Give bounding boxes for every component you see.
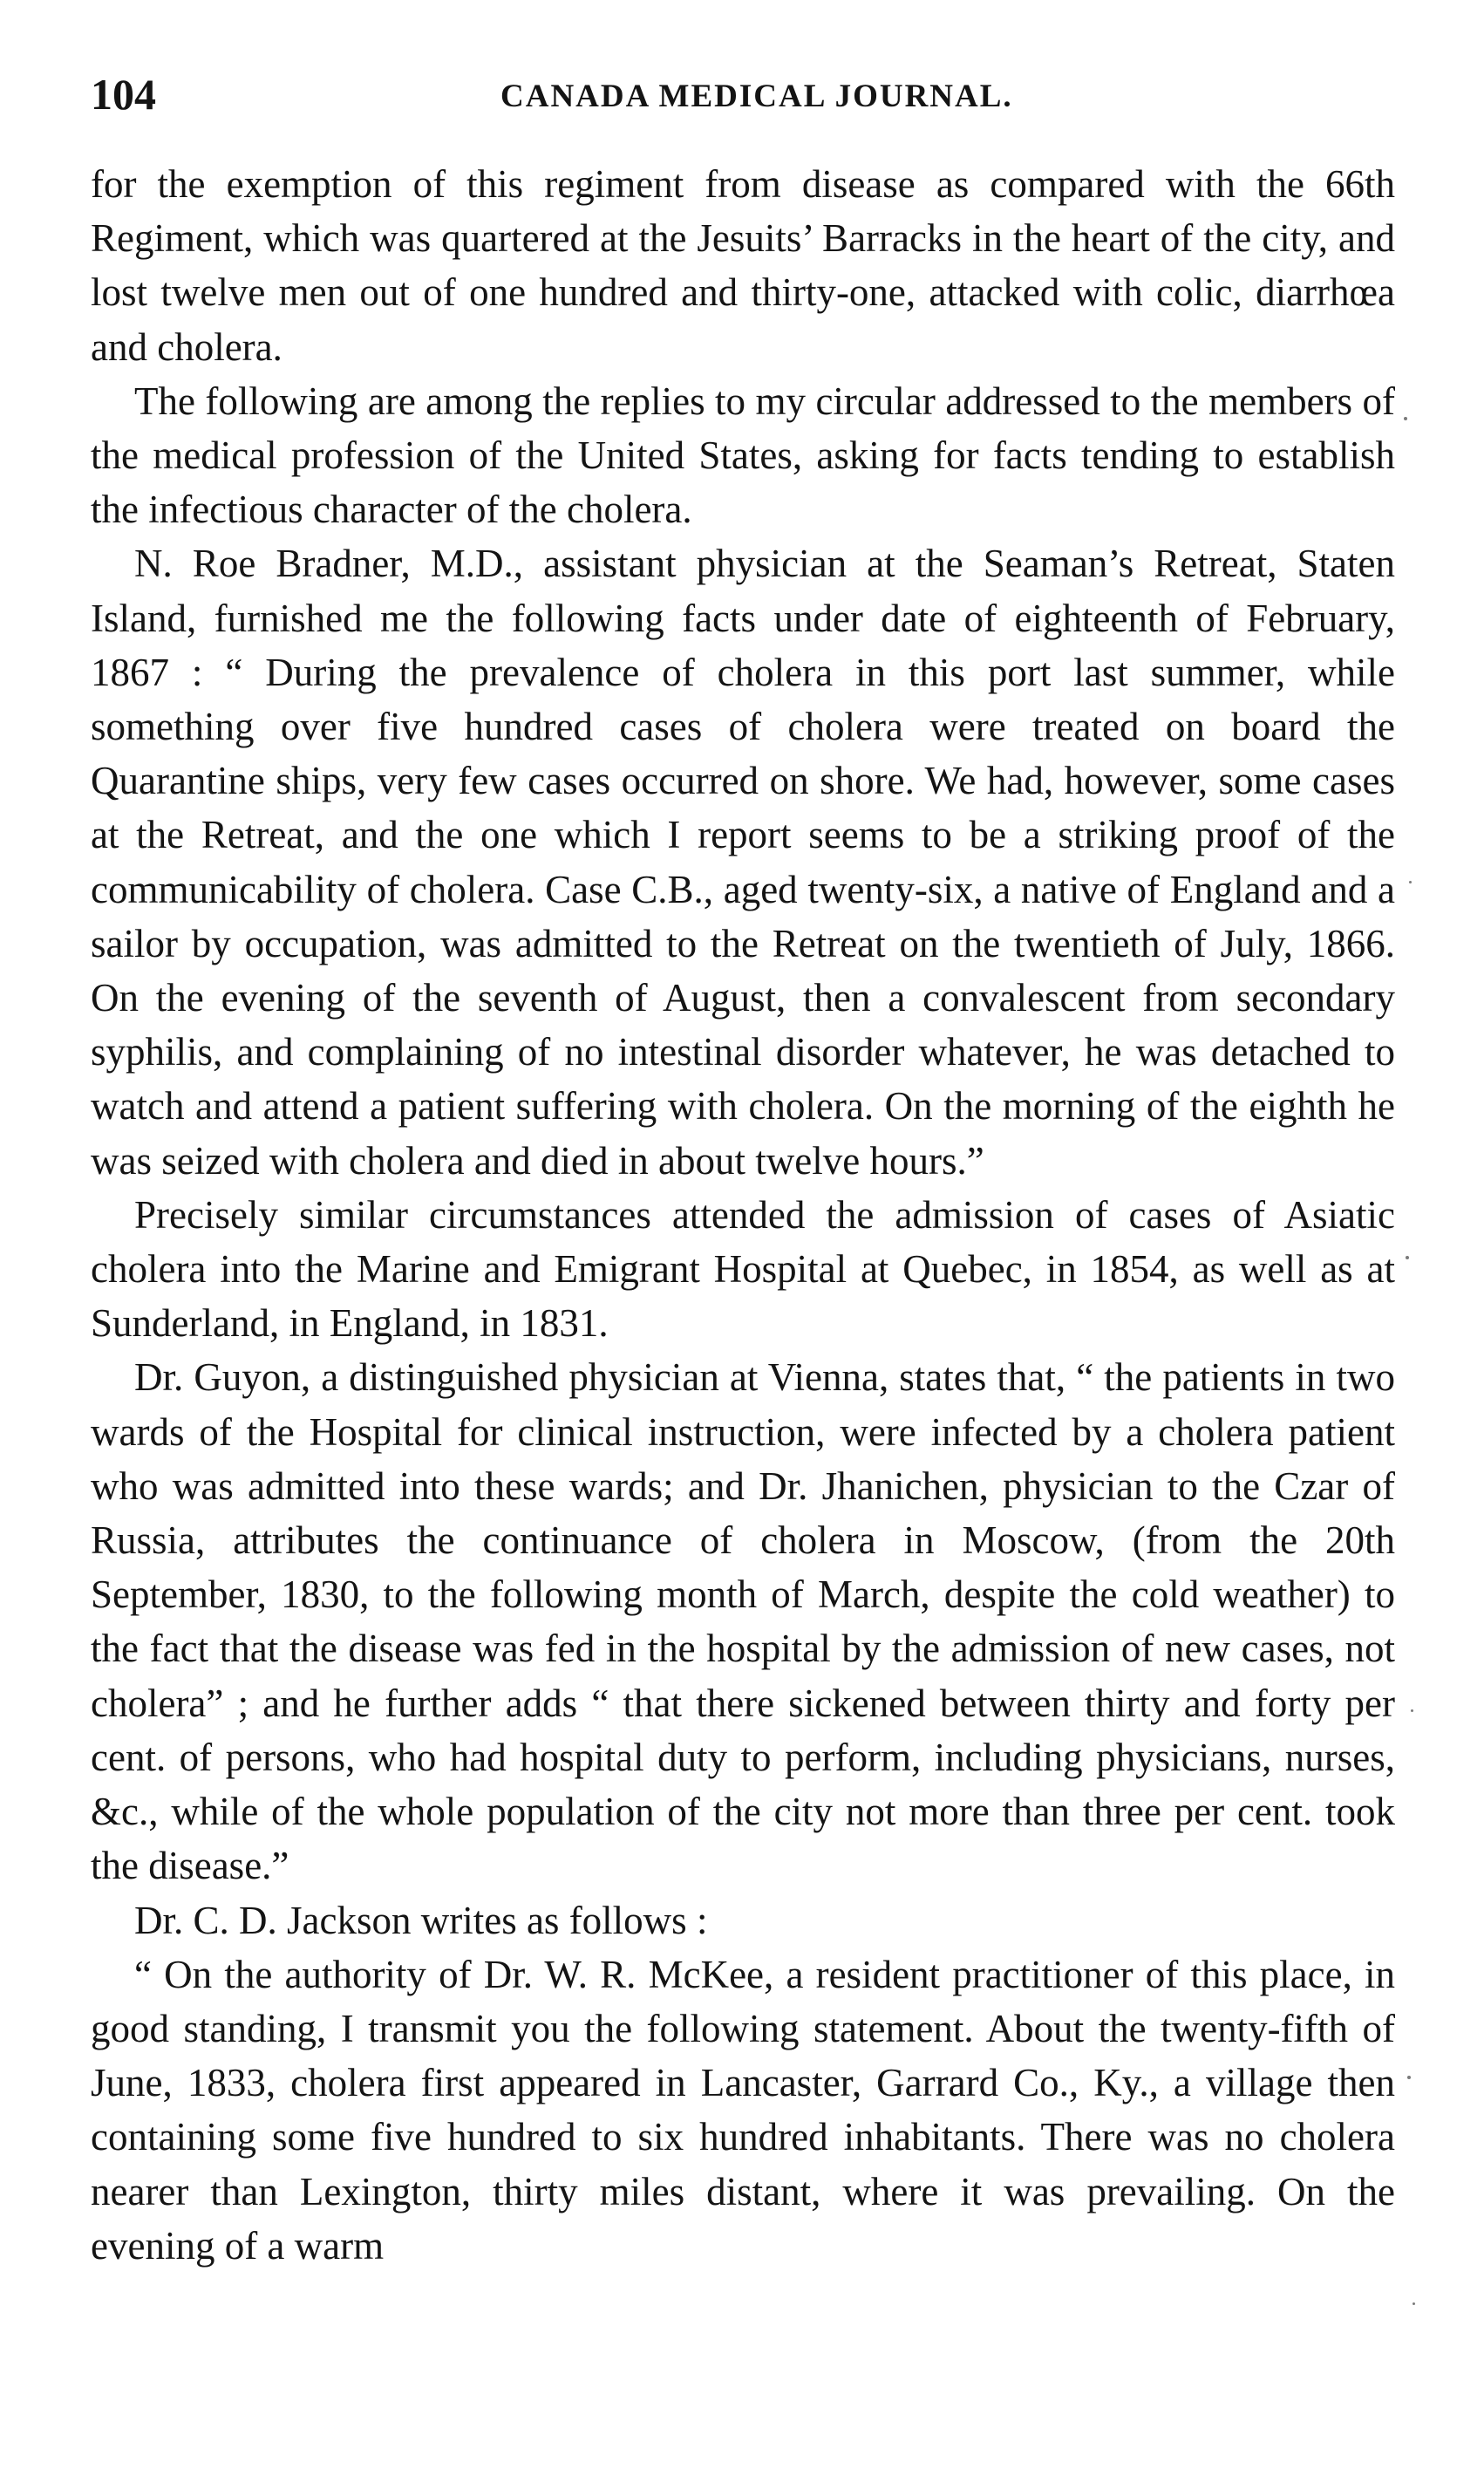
- paragraph-guyon: Dr. Guyon, a distinguished physician at Vienna, states that, “ the patients in two wards of the Hospital for clinical instruction, were infected by a cholera patient who was admitted into these wards; and Dr. Jhanichen, physician to the Czar of Russia, attributes the continuance of cholera in Moscow, (from the 20th September, 1830, to the following month of March, despite the cold weather) to the fact that the disease was fed in the hospital by the admission of new cases, not cholera” ; and he further adds “ that there sickened between thirty and forty per cent. of persons, who had hospital duty to perform, including physicians, nurses, &c., while of the whole population of the city not more than three per cent. took the disease.”: [91, 1355, 1395, 1888]
- page-number: 104: [91, 70, 156, 119]
- paragraph-quebec: Precisely similar circumstances attended the admission of cases of Asiatic cholera into the Marine and Emigrant Hospital at Quebec, in 1854, as well as at Sunderland, in England, in 1831.: [91, 1192, 1395, 1346]
- scan-speck: [1413, 2302, 1415, 2305]
- running-head: CANADA MEDICAL JOURNAL.: [500, 78, 1013, 114]
- paragraph-continued: for the exemption of this regiment from disease as compared with the 66th Regiment, which was quartered at the Jesuits’ Barracks in the heart of the city, and lost twelve men out of one hundred and thirty-one, attacked with colic, diarrhœa and cholera.: [91, 162, 1395, 369]
- scan-speck: [1406, 1256, 1409, 1259]
- scan-speck: [1407, 2076, 1411, 2079]
- paragraph-jackson-quote: “ On the authority of Dr. W. R. McKee, a resident practitioner of this place, in good standing, I transmit you the following statement. About the twenty-fifth of June, 1833, cholera first appeared in Lancaster, Garrard Co., Ky., a village then containing some five hundred to six hundred inhabitants. There was no cholera nearer than Lexington, thirty miles distant, where it was prevailing. On the evening of a warm: [91, 1952, 1395, 2268]
- paragraph-jackson-intro: Dr. C. D. Jackson writes as follows :: [134, 1898, 708, 1942]
- scan-speck: [1411, 1709, 1413, 1712]
- scan-speck: [1404, 417, 1407, 420]
- page-header: [91, 68, 1399, 120]
- paragraph-replies-intro: The following are among the replies to my circular addressed to the members of the medical profession of the United States, asking for facts tending to establish the infectious character of the cholera.: [91, 379, 1395, 532]
- scan-speck: [1409, 881, 1412, 883]
- paragraph-bradner: N. Roe Bradner, M.D., assistant physician at the Seaman’s Retreat, Staten Island, furnished me the following facts under date of eighteenth of February, 1867 : “ During the prevalence of cholera in this port last summer, while something over five hundred cases of cholera were treated on board the Quarantine ships, very few cases occurred on shore. We had, however, some cases at the Retreat, and the one which I report seems to be a striking proof of the communicability of cholera. Case C.B., aged twenty-six, a native of England and a sailor by occupation, was admitted to the Retreat on the twentieth of July, 1866. On the evening of the seventh of August, then a convalescent from secondary syphilis, and complaining of no intestinal disorder whatever, he was detached to watch and attend a patient suffering with cholera. On the morning of the eighth he was seized with cholera and died in about twelve hours.”: [91, 542, 1395, 1183]
- body-text: [91, 157, 1395, 2273]
